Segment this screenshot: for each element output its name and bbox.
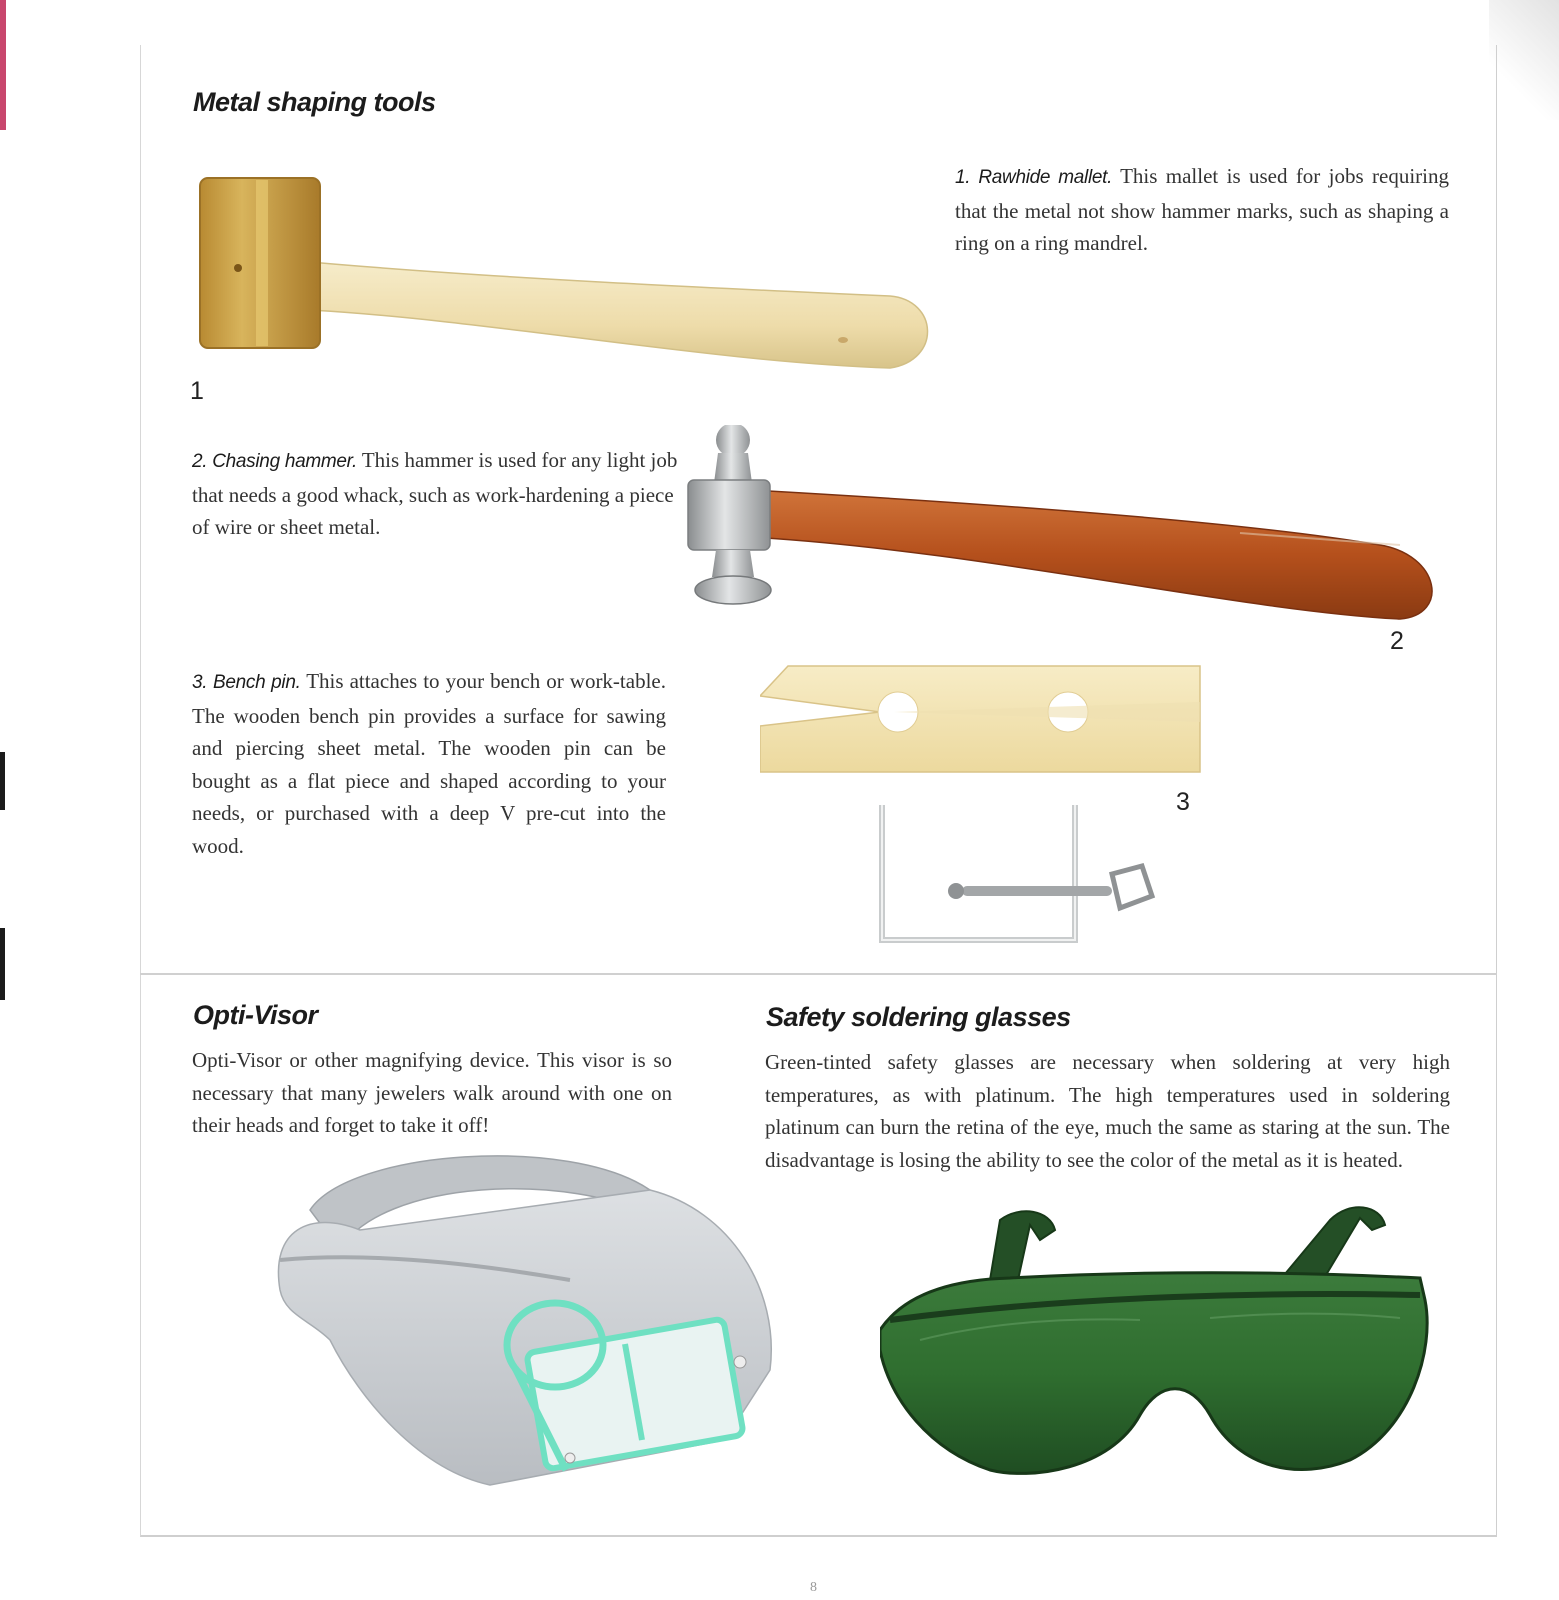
rawhide-mallet-lead: 1. Rawhide mallet.	[955, 167, 1113, 188]
optivisor-title: Opti-Visor	[193, 1000, 318, 1030]
page-number: 8	[810, 1580, 817, 1595]
chasing-hammer-image	[680, 425, 1450, 635]
binding-mark	[0, 752, 5, 810]
glasses-title: Safety soldering glasses	[766, 1002, 1071, 1032]
rawhide-mallet-description	[955, 160, 1449, 260]
rawhide-mallet-text: This mallet is used for jobs requiring that the metal not show hammer marks, such as shaping a ring on a ring mandrel.	[955, 164, 1449, 255]
item-number-2: 2	[1390, 627, 1404, 655]
binding-mark	[0, 928, 5, 1000]
optivisor-description: Opti-Visor or other magnifying device. This visor is so necessary that many jewelers walk around with one on their heads and forget to take it off!	[192, 1048, 672, 1137]
rawhide-mallet-image	[190, 170, 950, 390]
bench-pin-description	[192, 665, 666, 862]
chasing-hammer-description	[192, 444, 682, 544]
item-number-3: 3	[1176, 788, 1190, 816]
section-title: Metal shaping tools	[193, 87, 436, 117]
optivisor-image	[270, 1140, 790, 1500]
page-edge-color-tab	[0, 0, 6, 130]
bench-pin-image	[760, 660, 1220, 960]
bench-pin-text: This attaches to your bench or work-table. The wooden bench pin provides a surface for sawing and piercing sheet metal. The wooden pin can be bought as a flat piece and shaped according to your needs, or purchased with a deep V pre-cut into the wood.	[192, 669, 666, 858]
glasses-description: Green-tinted safety glasses are necessary when soldering at very high temperatures, as with platinum. The high temperatures used in soldering platinum can burn the retina of the eye, much the same as staring at the sun. The disadvantage is losing the ability to see the color of the metal as it is heated.	[765, 1050, 1450, 1172]
chasing-hammer-text: This hammer is used for any light job that needs a good whack, such as work-hardening a piece of wire or sheet metal.	[192, 448, 678, 539]
page-curl-shadow	[1489, 0, 1559, 120]
chasing-hammer-lead: 2. Chasing hammer.	[192, 451, 357, 472]
section-divider	[140, 973, 1497, 975]
safety-glasses-image	[880, 1200, 1450, 1490]
bench-pin-lead: 3. Bench pin.	[192, 672, 301, 693]
item-number-1: 1	[190, 377, 204, 405]
